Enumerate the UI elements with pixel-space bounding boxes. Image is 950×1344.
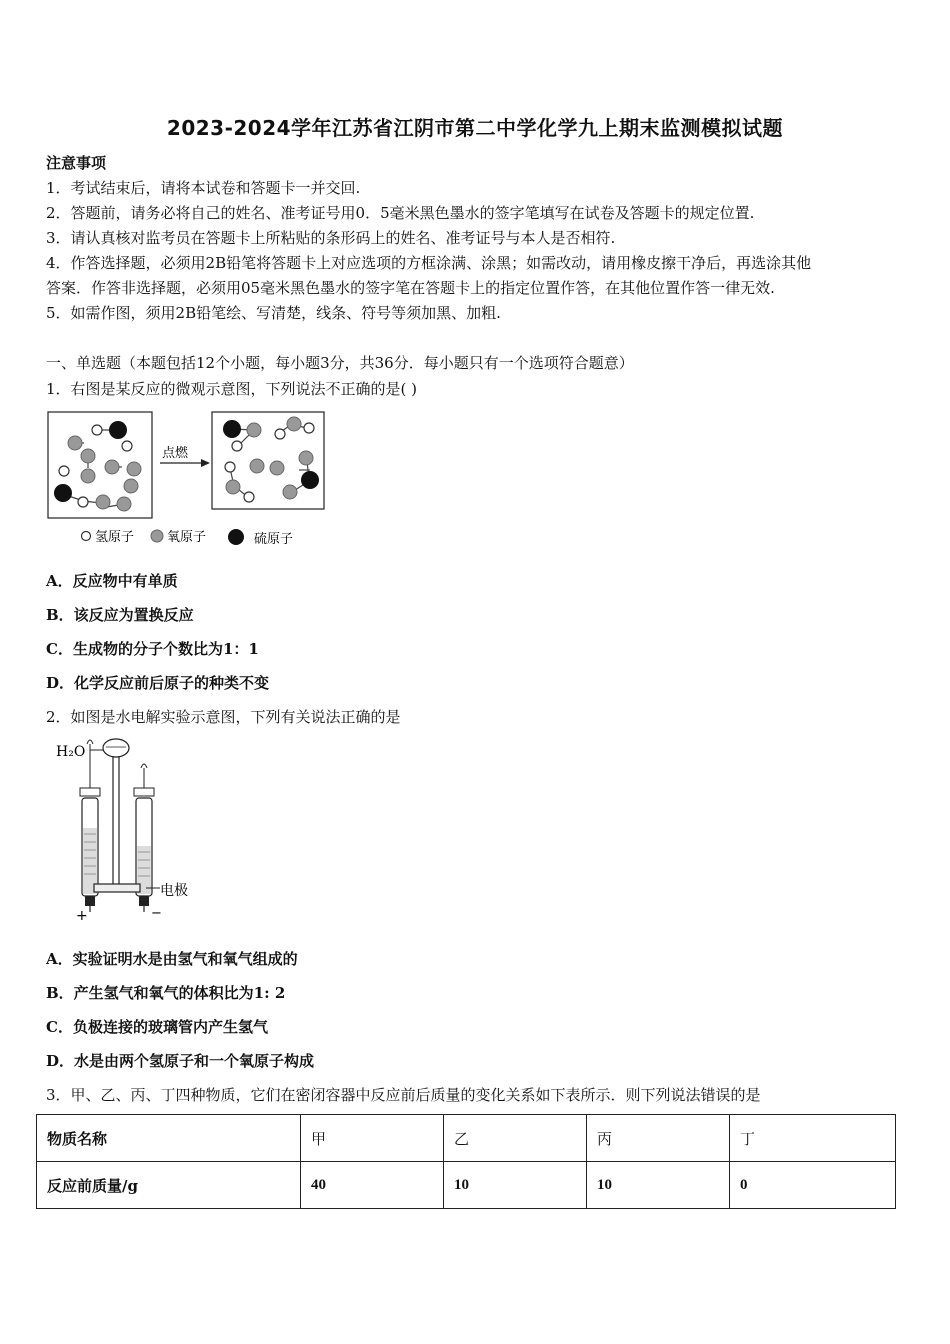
hydrogen-atom [304,423,314,433]
q1-option-a[interactable]: A．反应物中有单质 [46,572,178,590]
legend-sulfur-label: 硫原子 [254,532,294,547]
table-header-cell: 丁 [730,1115,896,1162]
water-label: H₂O [56,744,86,760]
table-header-cell: 甲 [301,1115,444,1162]
legend-sulfur-symbol [228,529,244,545]
arrow-label: 点燃 [162,446,189,461]
right-stopcock [134,788,154,796]
legend-oxygen-symbol [151,530,163,542]
hydrogen-atom [78,497,88,507]
mass-change-table [36,1114,896,1209]
hydrogen-atom [92,425,102,435]
q2-option-c[interactable]: C．负极连接的玻璃管内产生氢气 [46,1018,268,1036]
notice-item: 3．请认真核对监考员在答题卡上所粘贴的条形码上的姓名、准考证号与本人是否相符. [46,229,616,247]
table-header-row [37,1115,896,1162]
oxygen-atom [287,417,301,431]
q2-option-a[interactable]: A．实验证明水是由氢气和氧气组成的 [46,950,298,968]
hydrogen-atom [225,462,235,472]
legend-oxygen-label: 氧原子 [167,530,207,545]
table-header-cell: 丙 [587,1115,730,1162]
left-stopcock [80,788,100,796]
reaction-diagram [44,406,334,551]
hydrogen-atom [122,441,132,451]
electrolysis-apparatus [54,734,204,924]
table-cell: 10 [444,1162,587,1209]
table-header-cell: 乙 [444,1115,587,1162]
notice-item: 答案．作答非选择题，必须用05毫米黑色墨水的签字笔在答题卡上的指定位置作答，在其他位置作答一律无效. [46,279,775,297]
oxygen-atom [124,479,138,493]
positive-terminal-label: + [76,908,88,924]
hydrogen-atom [232,441,242,451]
question-2-stem: 2．如图是水电解实验示意图，下列有关说法正确的是 [46,708,401,726]
q2-option-d[interactable]: D．水是由两个氢原子和一个氧原子构成 [46,1052,315,1070]
hydrogen-atom [275,429,285,439]
hydrogen-atom [244,492,254,502]
oxygen-atom [105,460,119,474]
oxygen-atom [117,497,131,511]
water-reservoir [103,739,129,757]
q1-option-c[interactable]: C．生成物的分子个数比为1：1 [46,640,259,658]
notice-item: 2．答题前，请务必将自己的姓名、准考证号用0．5毫米黑色墨水的签字笔填写在试卷及答题卡的规定位置. [46,204,755,222]
notice-item: 4．作答选择题，必须用2B铅笔将答题卡上对应选项的方框涂满、涂黑；如需改动，请用橡皮擦干净后，再选涂其他 [46,254,812,272]
q2-option-b[interactable]: B．产生氢气和氧气的体积比为1: 2 [46,984,286,1002]
sulfur-atom [109,421,127,439]
oxygen-atom [250,459,264,473]
notice-heading: 注意事项 [46,154,107,172]
oxygen-atom [81,449,95,463]
oxygen-atom [81,469,95,483]
table-cell: 10 [587,1162,730,1209]
notice-item: 1．考试结束后，请将本试卷和答题卡一并交回. [46,179,361,197]
legend-hydrogen-label: 氢原子 [95,530,135,545]
table-header-cell: 物质名称 [37,1115,301,1162]
oxygen-atom [96,495,110,509]
oxygen-atom [127,462,141,476]
oxygen-atom [247,423,261,437]
table-row [37,1162,896,1209]
question-3-stem: 3．甲、乙、丙、丁四种物质，它们在密闭容器中反应前后质量的变化关系如下表所示．则下列说法错误的是 [46,1086,761,1104]
sulfur-atom [54,484,72,502]
cathode-electrode [139,896,149,906]
q1-option-d[interactable]: D．化学反应前后原子的种类不变 [46,674,270,692]
oxygen-atom [270,461,284,475]
hydrogen-atom [59,466,69,476]
table-row-label: 反应前质量/g [37,1162,301,1209]
sulfur-atom [223,420,241,438]
legend-hydrogen-symbol [82,532,91,541]
sulfur-atom [301,471,319,489]
oxygen-atom [68,436,82,450]
table-cell: 0 [730,1162,896,1209]
oxygen-atom [226,480,240,494]
negative-terminal-label: − [151,906,162,921]
oxygen-atom [299,451,313,465]
section-heading: 一、单选题（本题包括12个小题，每小题3分，共36分．每小题只有一个选项符合题意） [46,354,634,372]
question-1-stem: 1．右图是某反应的微观示意图，下列说法不正确的是( ) [46,380,418,398]
notice-item: 5．如需作图，须用2B铅笔绘、写清楚，线条、符号等须加黑、加粗. [46,304,501,322]
q1-option-b[interactable]: B．该反应为置换反应 [46,606,194,624]
oxygen-atom [283,485,297,499]
electrode-label: 电极 [160,883,188,899]
page-title: 2023-2024学年江苏省江阴市第二中学化学九上期末监测模拟试题 [166,116,784,140]
anode-electrode [85,896,95,906]
table-cell: 40 [301,1162,444,1209]
